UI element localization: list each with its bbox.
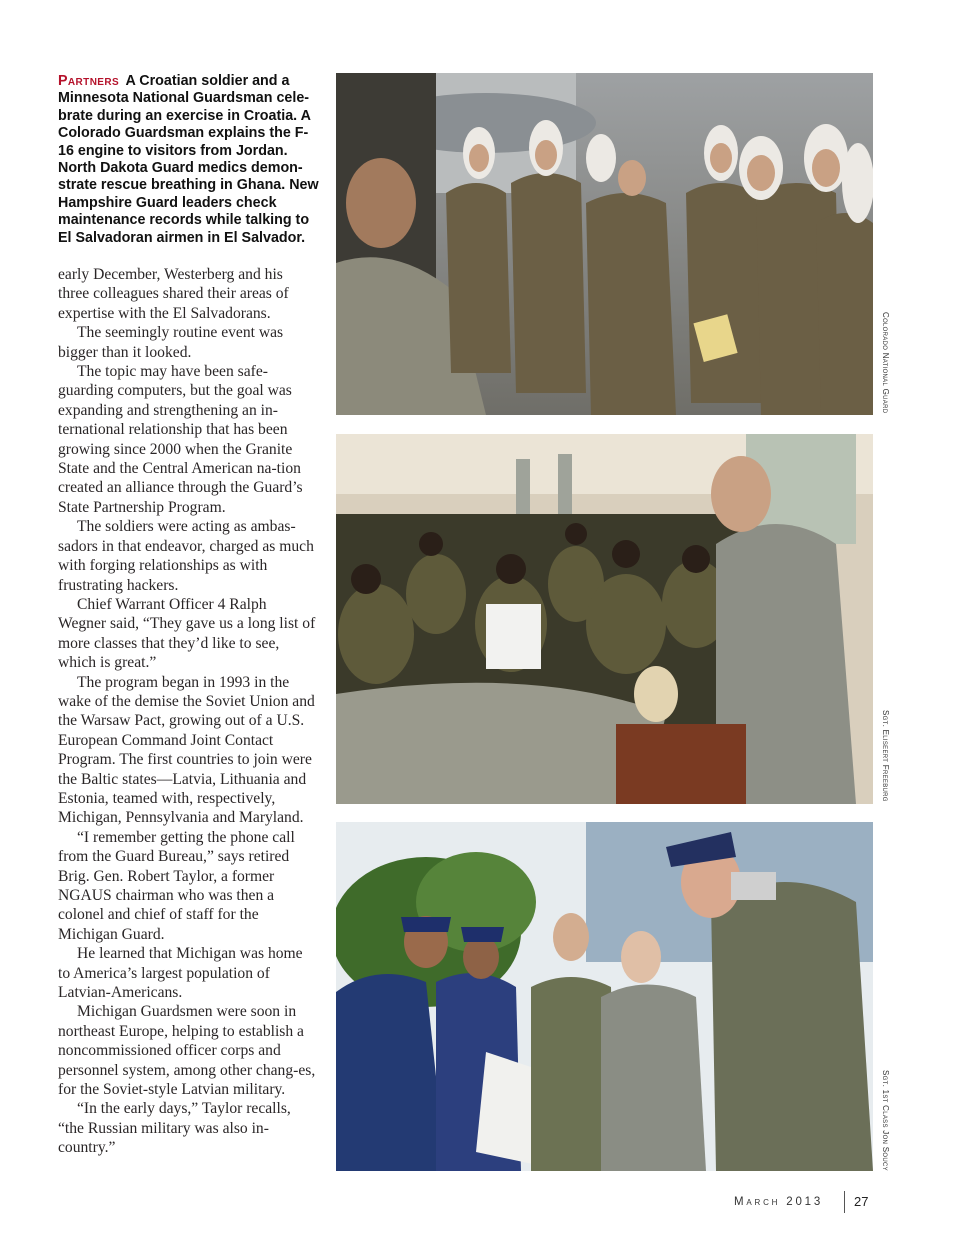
body-paragraph: Michigan Guardsmen were soon in northeast Europe, helping to establish a noncommissioned officer corps and personnel system, among other chang-es, for the Soviet-style Latvian military. bbox=[58, 1003, 316, 1099]
body-paragraph: He learned that Michigan was home to America’s largest population of Latvian-Americans. bbox=[58, 945, 303, 1002]
caption-text: A Croatian soldier and a Minnesota National Guardsman cele-brate during an exercise in Croatia. A Colorado Guardsman explains the F-16 engine to visitors from Jordan. North Dakota Guard medics demon-strate rescue breathing in Ghana. New Hampshire Guard leaders check maintenance records while talking to El Salvadoran airmen in El Salvador. bbox=[58, 73, 319, 246]
body-paragraph: Chief Warrant Officer 4 Ralph Wegner said, “They gave us a long list of more classes that they’d like to see, which is great.” bbox=[58, 595, 316, 672]
footer-divider bbox=[844, 1191, 845, 1213]
photo-ghana-medics bbox=[336, 434, 873, 804]
page-footer bbox=[730, 1193, 880, 1215]
body-paragraph: The topic may have been safe-guarding computers, but the goal was expanding and strengthening an in-ternational relationship that has been growing since 2000 when the Granite State and the Central American na-tion created an alliance through the Guard’s State Partnership Program. bbox=[58, 363, 303, 516]
body-paragraph: “I remember getting the phone call from the Guard Bureau,” says retired Brig. Gen. Robert Taylor, a former NGAUS chairman who was then a colonel and chief of staff for the Michigan Guard. bbox=[58, 828, 295, 943]
issue-date: March 2013 bbox=[734, 1196, 824, 1208]
body-paragraph: The program began in 1993 in the wake of the demise the Soviet Union and the Warsaw Pact, growing out of a U.S. European Command Joint Contact Program. The first countries to join were the Baltic states—Latvia, Lithuania and Estonia, teamed with, respectively, Michigan, Pennsylvania and Maryland. bbox=[58, 673, 315, 827]
caption-label: Partners bbox=[58, 73, 120, 89]
photo-jordan-visitors bbox=[336, 73, 873, 415]
body-paragraph: early December, Westerberg and his three colleagues shared their areas of expertise with the El Salvadorans. bbox=[58, 266, 289, 322]
body-paragraph: The seemingly routine event was bigger than it looked. bbox=[58, 324, 284, 361]
body-paragraph: The soldiers were acting as ambas-sadors in that endeavor, charged as much with forging relationships as with frustrating hackers. bbox=[58, 518, 314, 594]
photo-caption bbox=[58, 73, 320, 247]
photo-el-salvador-airmen bbox=[336, 822, 873, 1171]
body-paragraph: “In the early days,” Taylor recalls, “the Russian military was also in-country.” bbox=[58, 1100, 291, 1157]
article-body bbox=[58, 265, 316, 1158]
page-number: 27 bbox=[854, 1194, 869, 1209]
